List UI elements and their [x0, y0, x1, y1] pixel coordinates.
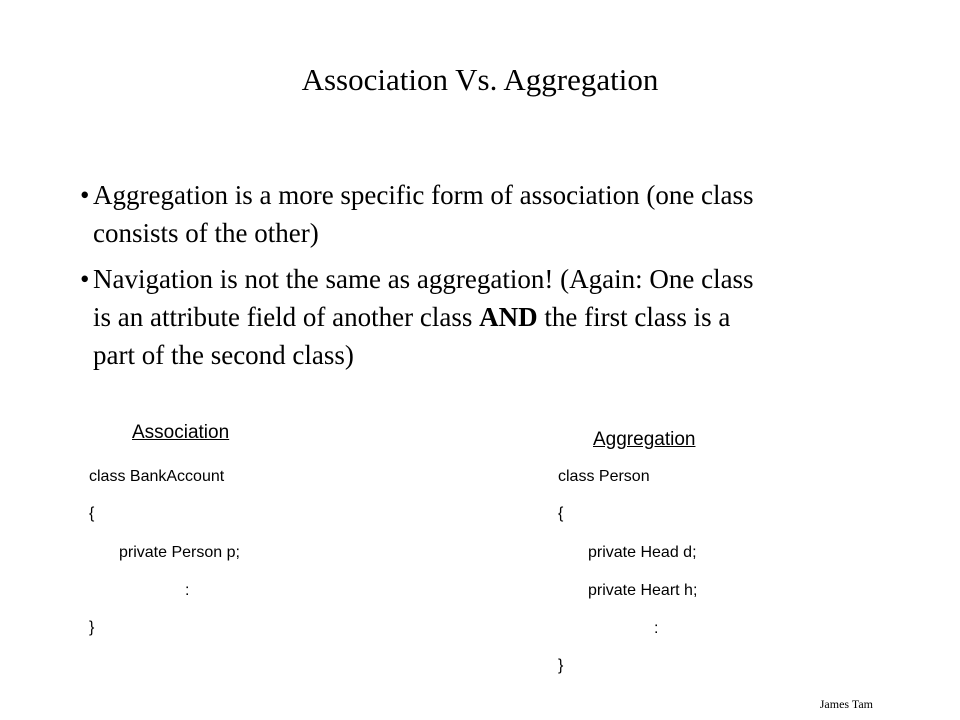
- bullet-marker: •: [80, 264, 90, 294]
- bullet-item-aggregation: [80, 176, 900, 252]
- code-line: class BankAccount: [89, 468, 225, 485]
- bullet-text-bold: AND: [479, 302, 538, 332]
- code-line: private Person p;: [119, 544, 240, 561]
- aggregation-heading: Aggregation: [593, 429, 696, 450]
- code-line: :: [654, 620, 659, 637]
- bullet-item-navigation: [80, 260, 900, 374]
- bullet-text-part: the first class is a part of the second class): [93, 302, 731, 370]
- bullet-text: [93, 264, 754, 370]
- code-line: class Person: [558, 468, 650, 485]
- slide-title: Association Vs. Aggregation: [301, 62, 659, 97]
- bullet-text-part: Navigation is not the same as aggregation! (Again: One class is an attribute field of another class: [93, 264, 754, 332]
- code-line: {: [89, 505, 95, 522]
- code-line: private Heart h;: [588, 582, 698, 599]
- footer-author: James Tam: [819, 697, 873, 711]
- bullet-marker: •: [80, 180, 90, 210]
- code-line: {: [558, 505, 564, 522]
- code-line: :: [185, 582, 190, 599]
- bullet-list: [80, 176, 900, 382]
- association-heading: Association: [132, 422, 230, 443]
- bullet-text: Aggregation is a more specific form of association (one class consists of the other): [93, 180, 754, 248]
- code-line: private Head d;: [588, 544, 697, 561]
- code-line: }: [89, 619, 95, 636]
- code-line: }: [558, 657, 564, 674]
